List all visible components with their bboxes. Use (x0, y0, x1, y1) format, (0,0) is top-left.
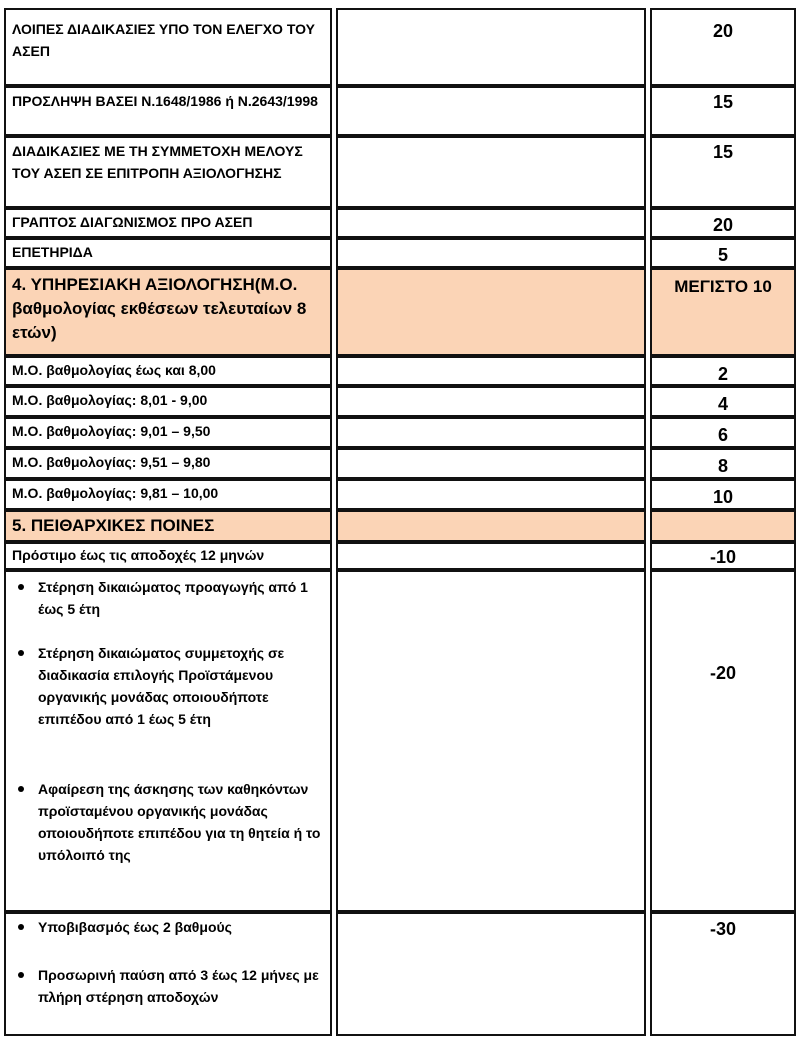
points-cell (650, 448, 796, 479)
points-value: -20 (709, 663, 736, 683)
table-row (4, 208, 796, 238)
table-row (4, 356, 796, 386)
empty-cell (336, 8, 646, 86)
criterion-label: Μ.Ο. βαθμολογίας: 9,81 – 10,00 (12, 485, 219, 501)
list-item: Στέρηση δικαιώματος συμμετοχής σε διαδικασία επιλογής Προϊστάμενου οργανικής μονάδας οποιουδήποτε επιπέδου από 1 έως 5 έτη (12, 642, 324, 730)
points-value: 20 (712, 215, 734, 235)
criterion-cell (4, 8, 332, 86)
empty-cell (336, 570, 646, 912)
criterion-label: Μ.Ο. βαθμολογίας: 9,01 – 9,50 (12, 423, 211, 439)
empty-cell (336, 542, 646, 570)
criterion-label: Πρόστιμο έως τις αποδοχές 12 μηνών (12, 547, 265, 563)
criterion-label: ΓΡΑΠΤΟΣ ΔΙΑΓΩΝΙΣΜΟΣ ΠΡΟ ΑΣΕΠ (12, 214, 253, 230)
points-cell (650, 570, 796, 912)
points-cell (650, 208, 796, 238)
empty-cell (336, 510, 646, 542)
criterion-cell (4, 570, 332, 912)
points-cell (650, 86, 796, 136)
table-row (4, 86, 796, 136)
points-value: 20 (712, 21, 734, 41)
criterion-cell (4, 417, 332, 448)
points-cell (650, 136, 796, 208)
list-item: Προσωρινή παύση από 3 έως 12 μήνες με πλήρη στέρηση αποδοχών (12, 964, 324, 1008)
table-row (4, 8, 796, 86)
section-title: 4. ΥΠΗΡΕΣΙΑΚΗ ΑΞΙΟΛΟΓΗΣΗ(Μ.Ο. βαθμολογίας εκθέσεων τελευταίων 8 ετών) (12, 275, 307, 342)
empty-cell (650, 510, 796, 542)
empty-cell (336, 86, 646, 136)
empty-cell (336, 208, 646, 238)
criterion-cell (4, 208, 332, 238)
table-row (4, 912, 796, 1036)
criterion-cell (4, 542, 332, 570)
points-cell (650, 238, 796, 268)
criterion-cell (4, 86, 332, 136)
criterion-label: ΕΠΕΤΗΡΙΔΑ (12, 244, 93, 260)
table-row (4, 136, 796, 208)
section-title-cell (4, 510, 332, 542)
criterion-label: ΛΟΙΠΕΣ ΔΙΑΔΙΚΑΣΙΕΣ ΥΠΟ ΤΟΝ ΕΛΕΓΧΟ ΤΟΥ ΑΣΕΠ (12, 21, 315, 59)
criterion-cell (4, 356, 332, 386)
table-row (4, 417, 796, 448)
criterion-label: Μ.Ο. βαθμολογίας: 8,01 - 9,00 (12, 392, 208, 408)
points-value: 2 (717, 364, 728, 384)
table-row (4, 238, 796, 268)
table-row (4, 448, 796, 479)
points-value: 4 (717, 394, 728, 414)
max-points-value: ΜΕΓΙΣΤΟ 10 (674, 277, 772, 296)
points-value: 15 (712, 92, 734, 112)
table-row (4, 542, 796, 570)
section-header-row (4, 510, 796, 542)
empty-cell (336, 136, 646, 208)
points-value: 8 (717, 456, 728, 476)
section-header-row (4, 268, 796, 356)
empty-cell (336, 268, 646, 356)
criterion-cell (4, 448, 332, 479)
points-value: 5 (717, 245, 728, 265)
empty-cell (336, 448, 646, 479)
evaluation-table (4, 4, 796, 1040)
criterion-label: Μ.Ο. βαθμολογίας έως και 8,00 (12, 362, 216, 378)
points-value: 6 (717, 425, 728, 445)
points-cell (650, 417, 796, 448)
criterion-label: ΔΙΑΔΙΚΑΣΙΕΣ ΜΕ ΤΗ ΣΥΜΜΕΤΟΧΗ ΜΕΛΟΥΣ ΤΟΥ ΑΣΕΠ ΣΕ ΕΠΙΤΡΟΠΗ ΑΞΙΟΛΟΓΗΣΗΣ (12, 143, 303, 181)
criterion-label: Μ.Ο. βαθμολογίας: 9,51 – 9,80 (12, 454, 211, 470)
table-row (4, 570, 796, 912)
empty-cell (336, 386, 646, 417)
criterion-label: ΠΡΟΣΛΗΨΗ ΒΑΣΕΙ Ν.1648/1986 ή Ν.2643/1998 (12, 93, 318, 109)
points-cell (650, 542, 796, 570)
table-row (4, 479, 796, 510)
section-title: 5. ΠΕΙΘΑΡΧΙΚΕΣ ΠΟΙΝΕΣ (12, 516, 215, 535)
criterion-cell (4, 479, 332, 510)
table-row (4, 386, 796, 417)
max-points-cell (650, 268, 796, 356)
points-value: -10 (709, 547, 736, 567)
criterion-cell (4, 136, 332, 208)
points-cell (650, 479, 796, 510)
points-cell (650, 386, 796, 417)
points-value: 15 (712, 142, 734, 162)
list-item: Στέρηση δικαιώματος προαγωγής από 1 έως 5 έτη (12, 576, 324, 620)
points-cell (650, 912, 796, 1036)
empty-cell (336, 356, 646, 386)
points-value: -30 (709, 919, 736, 939)
criterion-cell (4, 912, 332, 1036)
list-item: Αφαίρεση της άσκησης των καθηκόντων προϊσταμένου οργανικής μονάδας οποιουδήποτε επιπέδου για τη θητεία ή το υπόλοιπό της (12, 778, 324, 866)
empty-cell (336, 417, 646, 448)
criterion-cell (4, 238, 332, 268)
points-value: 10 (712, 487, 734, 507)
empty-cell (336, 238, 646, 268)
points-cell (650, 8, 796, 86)
points-cell (650, 356, 796, 386)
criterion-cell (4, 386, 332, 417)
section-title-cell (4, 268, 332, 356)
empty-cell (336, 479, 646, 510)
empty-cell (336, 912, 646, 1036)
list-item: Υποβιβασμός έως 2 βαθμούς (12, 916, 324, 938)
